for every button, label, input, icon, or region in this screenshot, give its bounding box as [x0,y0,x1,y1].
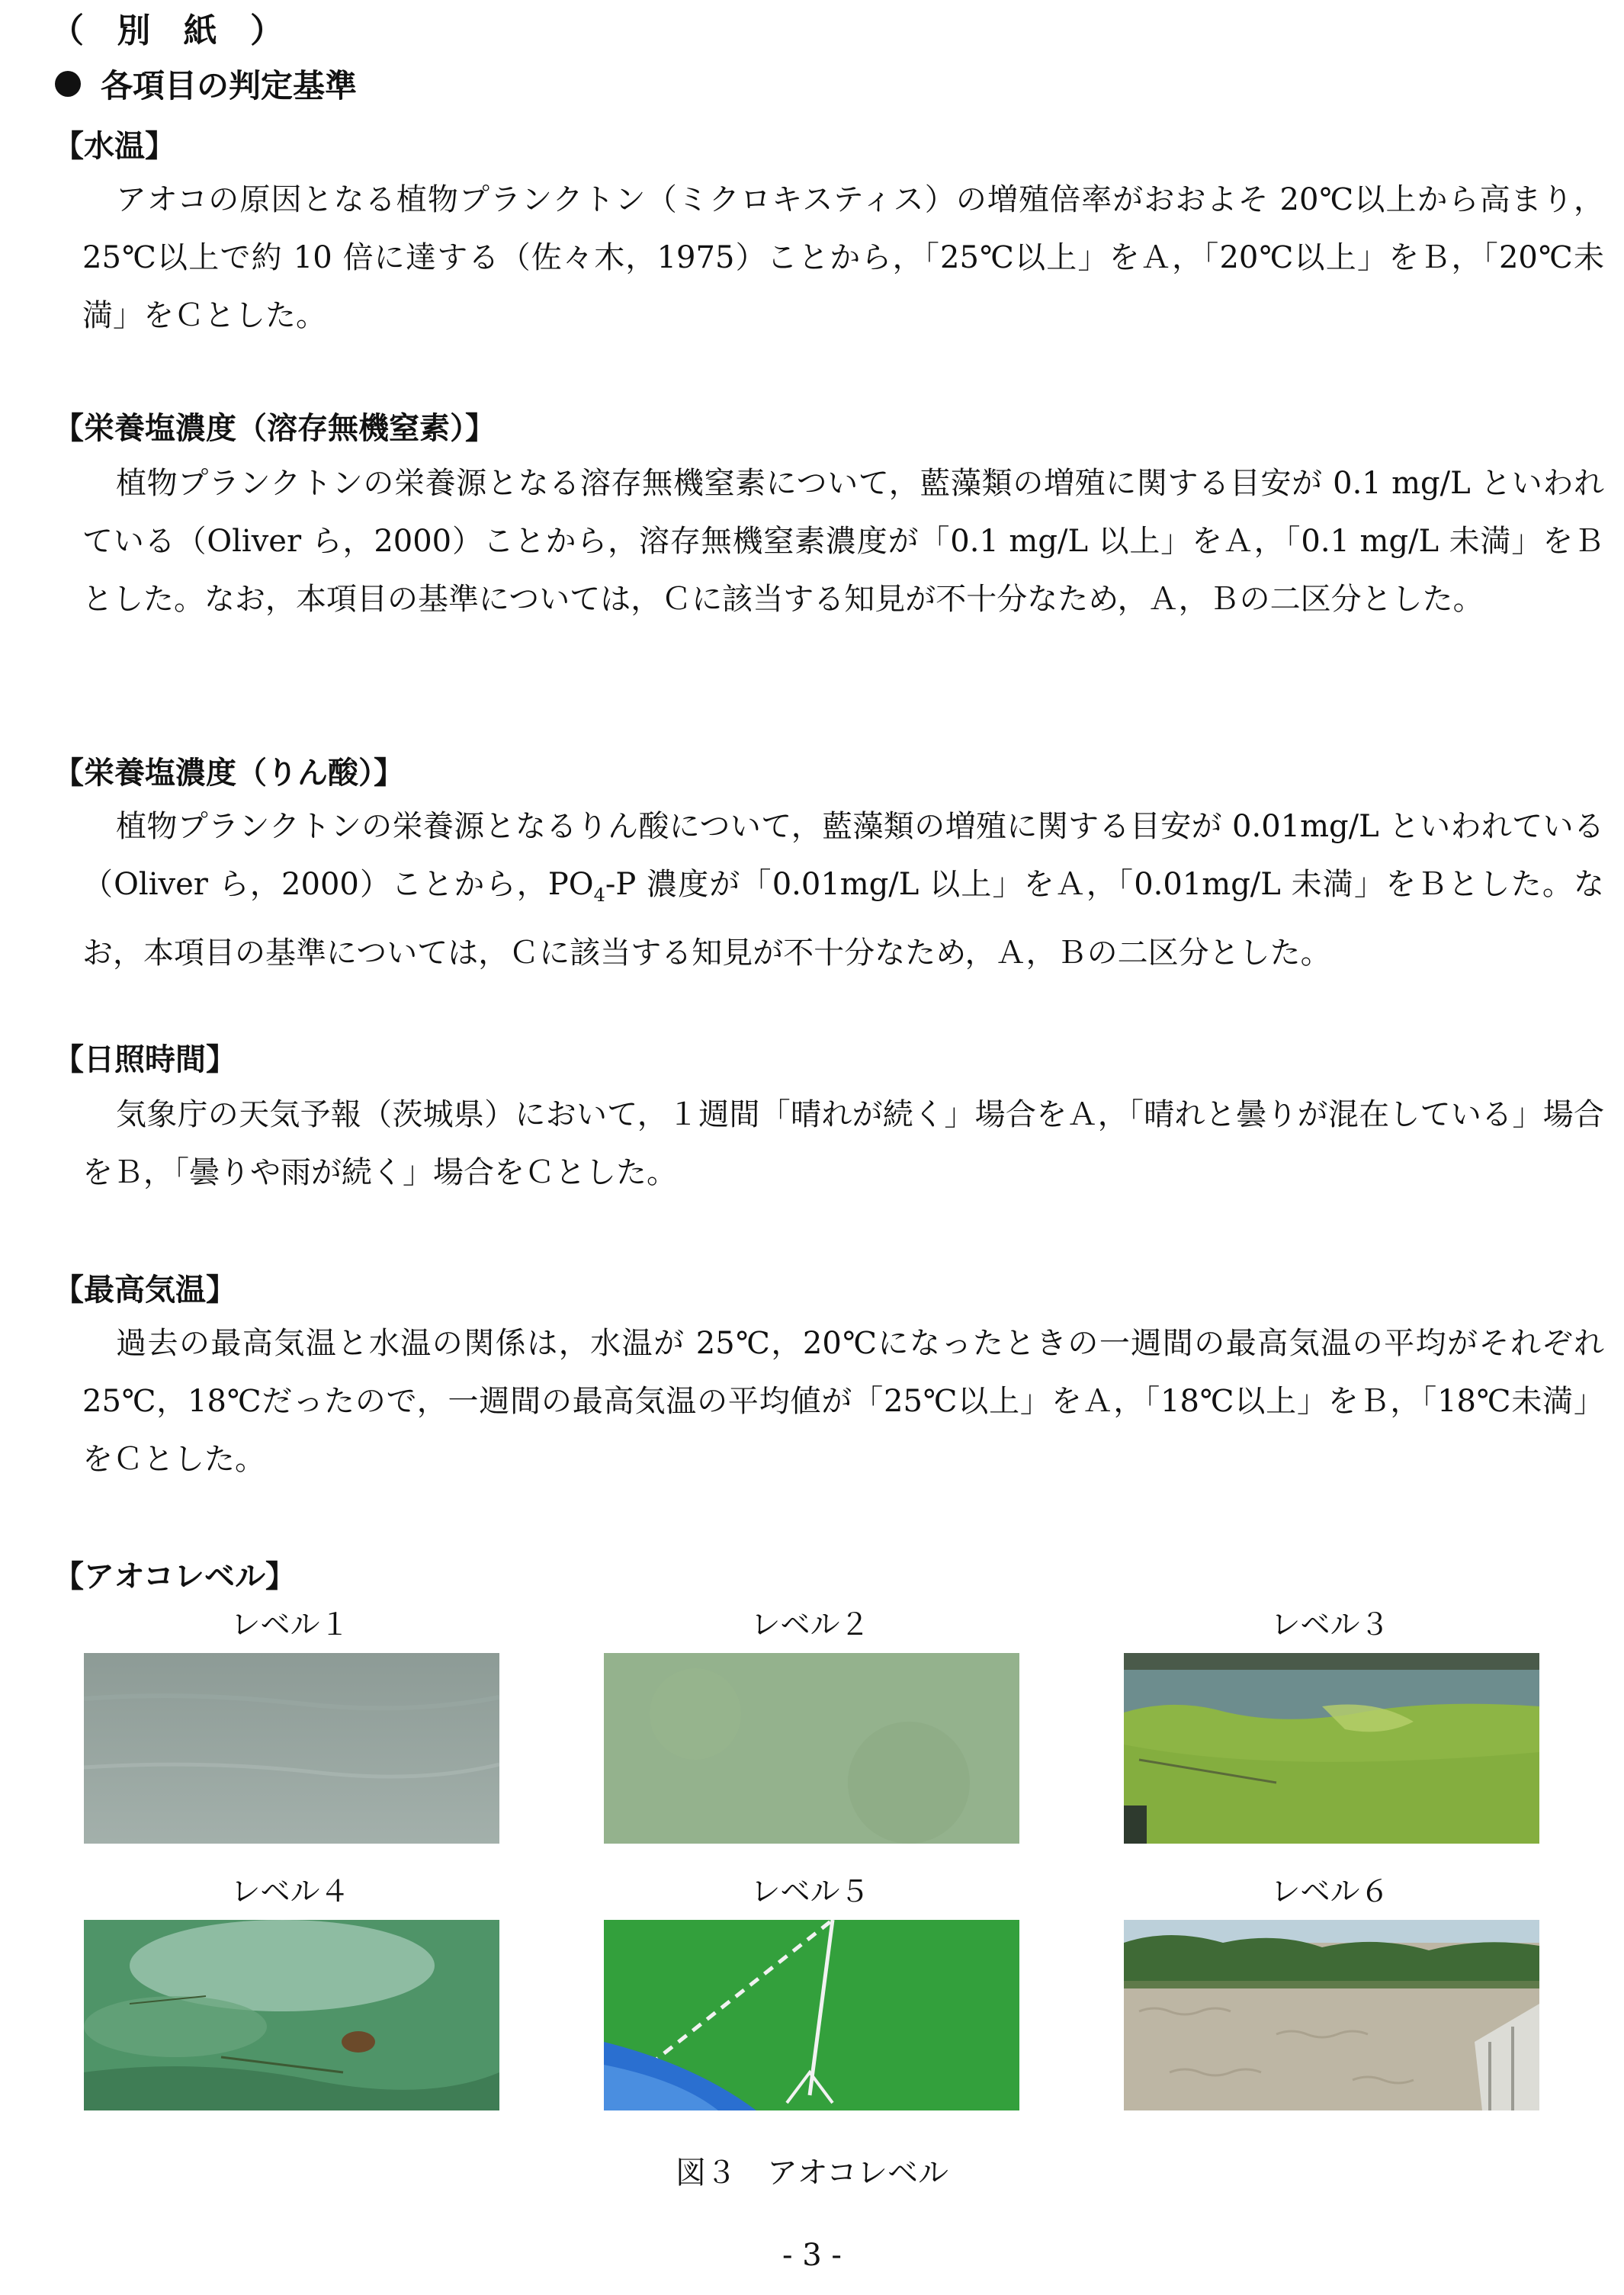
criteria-title: 各項目の判定基準 [101,67,358,104]
level-2-photo [604,1653,1019,1844]
section-heading-max-temp: 【最高気温】 [53,1273,236,1308]
appendix-label: （ 別 紙 ） [50,11,294,50]
section-heading-sunshine: 【日照時間】 [53,1042,236,1077]
level-2-label: レベル２ [750,1608,870,1642]
level-5-photo [604,1920,1019,2110]
level-5-label: レベル５ [750,1875,870,1909]
level-4-photo [84,1920,499,2110]
phosphate-text-pre: 植物プランクトンの栄養源となるりん酸について，藍藻類の増殖に関する目安が 0.01mg/L といわれている（Oliver ら，2000）ことから，PO [82,809,1604,902]
phosphate-text-post: -P 濃度が「0.01mg/L 以上」をＡ，「0.01mg/L 未満」をＢとした。なお，本項目の基準については，Ｃに該当する知見が不十分なため，Ａ，Ｂの二区分とした。 [82,867,1604,971]
level-1-label: レベル１ [230,1608,350,1642]
section-heading-aoko-level: 【アオコレベル】 [53,1559,296,1594]
section-body-sunshine [82,1086,1604,1202]
figure-caption: 図３ アオコレベル [676,2155,948,2191]
paragraph [82,798,1604,982]
section-heading-phosphate: 【栄養塩濃度（りん酸）】 [53,756,404,791]
section-body-max-temp [82,1314,1604,1488]
paragraph: 過去の最高気温と水温の関係は，水温が 25℃，20℃になったときの一週間の最高気温の平均がそれぞれ 25℃，18℃だったので，一週間の最高気温の平均値が「25℃以上」をＡ，「18℃以上」をＢ，「18℃未満」をＣとした。 [82,1326,1604,1477]
section-body-nitrogen [82,454,1604,628]
section-body-phosphate [82,798,1604,982]
paragraph: 気象庁の天気予報（茨城県）において，１週間「晴れが続く」場合をＡ，「晴れと曇りが混在している」場合をＢ，「曇りや雨が続く」場合をＣとした。 [82,1097,1604,1190]
criteria-title-row [55,61,357,107]
level-4-label: レベル４ [230,1875,350,1909]
section-heading-water-temp: 【水温】 [53,129,175,164]
level-6-photo [1124,1920,1539,2110]
page-number: - 3 - [782,2238,842,2273]
section-heading-nitrogen: 【栄養塩濃度（溶存無機窒素）】 [53,411,496,446]
phosphate-subscript: 4 [593,884,605,906]
bullet-icon [55,71,81,97]
section-body-water-temp [82,171,1604,345]
level-6-label: レベル６ [1270,1875,1390,1909]
paragraph: 植物プランクトンの栄養源となる溶存無機窒素について，藍藻類の増殖に関する目安が 0.1 mg/L といわれている（Oliver ら，2000）ことから，溶存無機窒素濃度が「0.1 mg/L 以上」をＡ，「0.1 mg/L 未満」をＢとした。なお，本項目の基準については，Ｃに該当する知見が不十分なため，Ａ，Ｂの二区分とした。 [82,466,1604,617]
level-3-photo [1124,1653,1539,1844]
level-3-label: レベル３ [1270,1608,1390,1642]
level-1-photo [84,1653,499,1844]
paragraph: アオコの原因となる植物プランクトン（ミクロキスティス）の増殖倍率がおおよそ 20℃以上から高まり，25℃以上で約 10 倍に達する（佐々木，1975）ことから，「25℃以上」をＡ，「20℃以上」をＢ，「20℃未満」をＣとした。 [82,182,1604,333]
